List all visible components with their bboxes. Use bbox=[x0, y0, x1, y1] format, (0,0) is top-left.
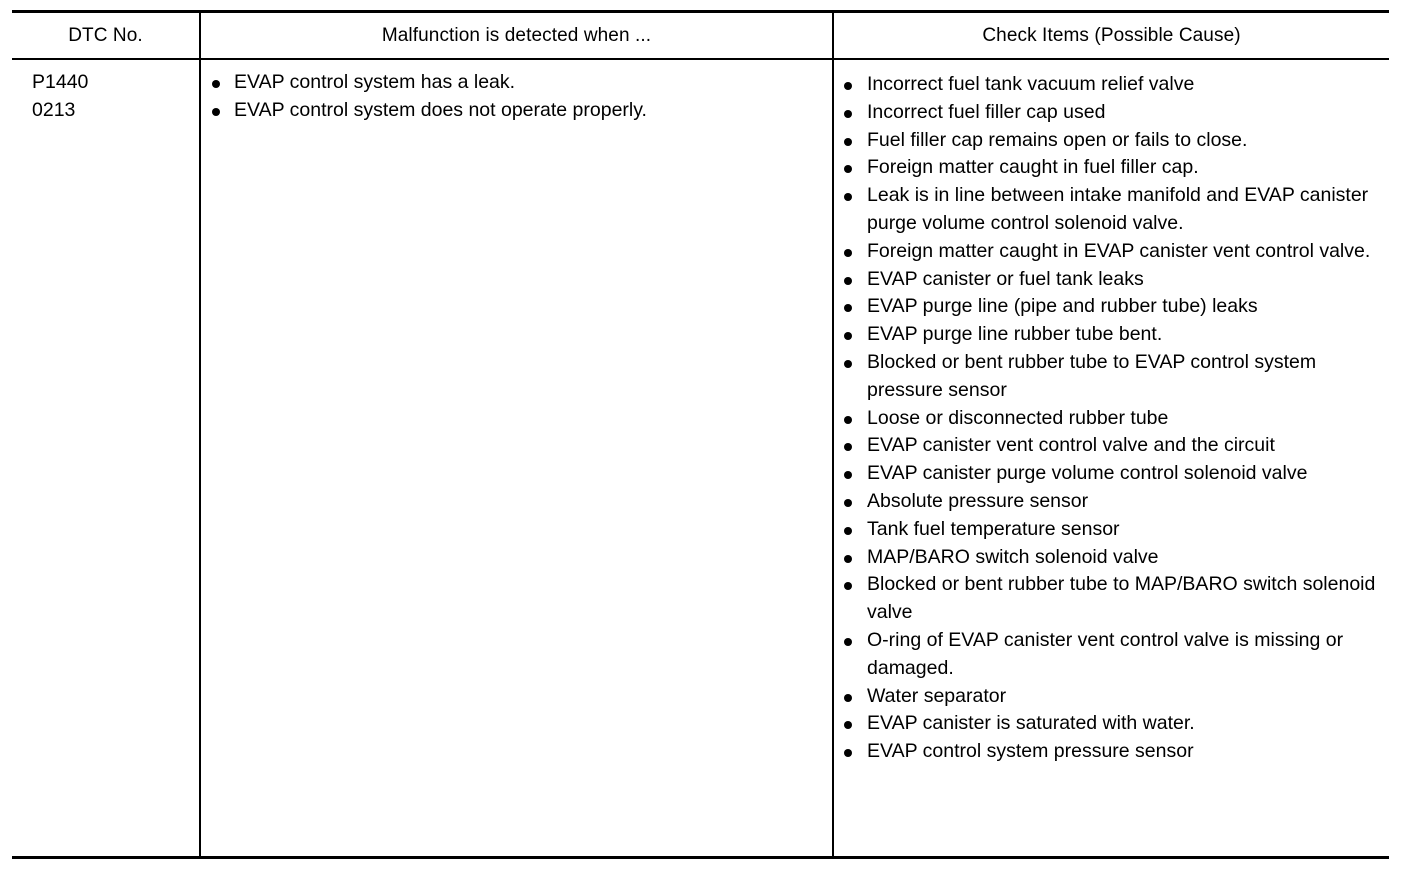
dtc-cell bbox=[32, 69, 192, 125]
check-item: Foreign matter caught in fuel filler cap. bbox=[840, 154, 1385, 182]
check-item: EVAP purge line (pipe and rubber tube) leaks bbox=[840, 293, 1385, 321]
check-item: Foreign matter caught in EVAP canister vent control valve. bbox=[840, 238, 1385, 266]
check-item: Blocked or bent rubber tube to MAP/BARO switch solenoid valve bbox=[840, 571, 1385, 627]
header-dtc-no: DTC No. bbox=[68, 24, 143, 46]
check-item: Blocked or bent rubber tube to EVAP control system pressure sensor bbox=[840, 349, 1385, 405]
check-items-cell bbox=[840, 71, 1385, 766]
check-item: Leak is in line between intake manifold and EVAP canister purge volume control solenoid valve. bbox=[840, 182, 1385, 238]
check-item: Fuel filler cap remains open or fails to close. bbox=[840, 127, 1385, 155]
check-item: Incorrect fuel tank vacuum relief valve bbox=[840, 71, 1385, 99]
check-item: EVAP control system pressure sensor bbox=[840, 738, 1385, 766]
check-item: O-ring of EVAP canister vent control valve is missing or damaged. bbox=[840, 627, 1385, 683]
check-item: Incorrect fuel filler cap used bbox=[840, 99, 1385, 127]
malfunction-item: EVAP control system has a leak. bbox=[208, 69, 828, 97]
column-divider-1 bbox=[199, 10, 201, 859]
check-item: EVAP canister or fuel tank leaks bbox=[840, 266, 1385, 294]
dtc-code-secondary: 0213 bbox=[32, 98, 76, 121]
dtc-table bbox=[12, 10, 1389, 859]
check-item: MAP/BARO switch solenoid valve bbox=[840, 544, 1385, 572]
check-item: EVAP canister is saturated with water. bbox=[840, 710, 1385, 738]
table-header-rule bbox=[12, 58, 1389, 60]
check-item: EVAP canister purge volume control solenoid valve bbox=[840, 460, 1385, 488]
check-item: Water separator bbox=[840, 683, 1385, 711]
malfunction-item: EVAP control system does not operate properly. bbox=[208, 97, 828, 125]
check-item: EVAP canister vent control valve and the circuit bbox=[840, 432, 1385, 460]
check-item: EVAP purge line rubber tube bent. bbox=[840, 321, 1385, 349]
table-bottom-rule bbox=[12, 856, 1389, 859]
check-item: Tank fuel temperature sensor bbox=[840, 516, 1385, 544]
check-items-list bbox=[840, 71, 1385, 766]
malfunction-cell bbox=[208, 69, 828, 125]
malfunction-list bbox=[208, 69, 828, 125]
header-malfunction: Malfunction is detected when ... bbox=[381, 24, 652, 46]
column-divider-2 bbox=[832, 10, 834, 859]
check-item: Absolute pressure sensor bbox=[840, 488, 1385, 516]
header-check-items: Check Items (Possible Cause) bbox=[982, 24, 1241, 46]
check-item: Loose or disconnected rubber tube bbox=[840, 405, 1385, 433]
dtc-code-primary: P1440 bbox=[32, 71, 89, 93]
